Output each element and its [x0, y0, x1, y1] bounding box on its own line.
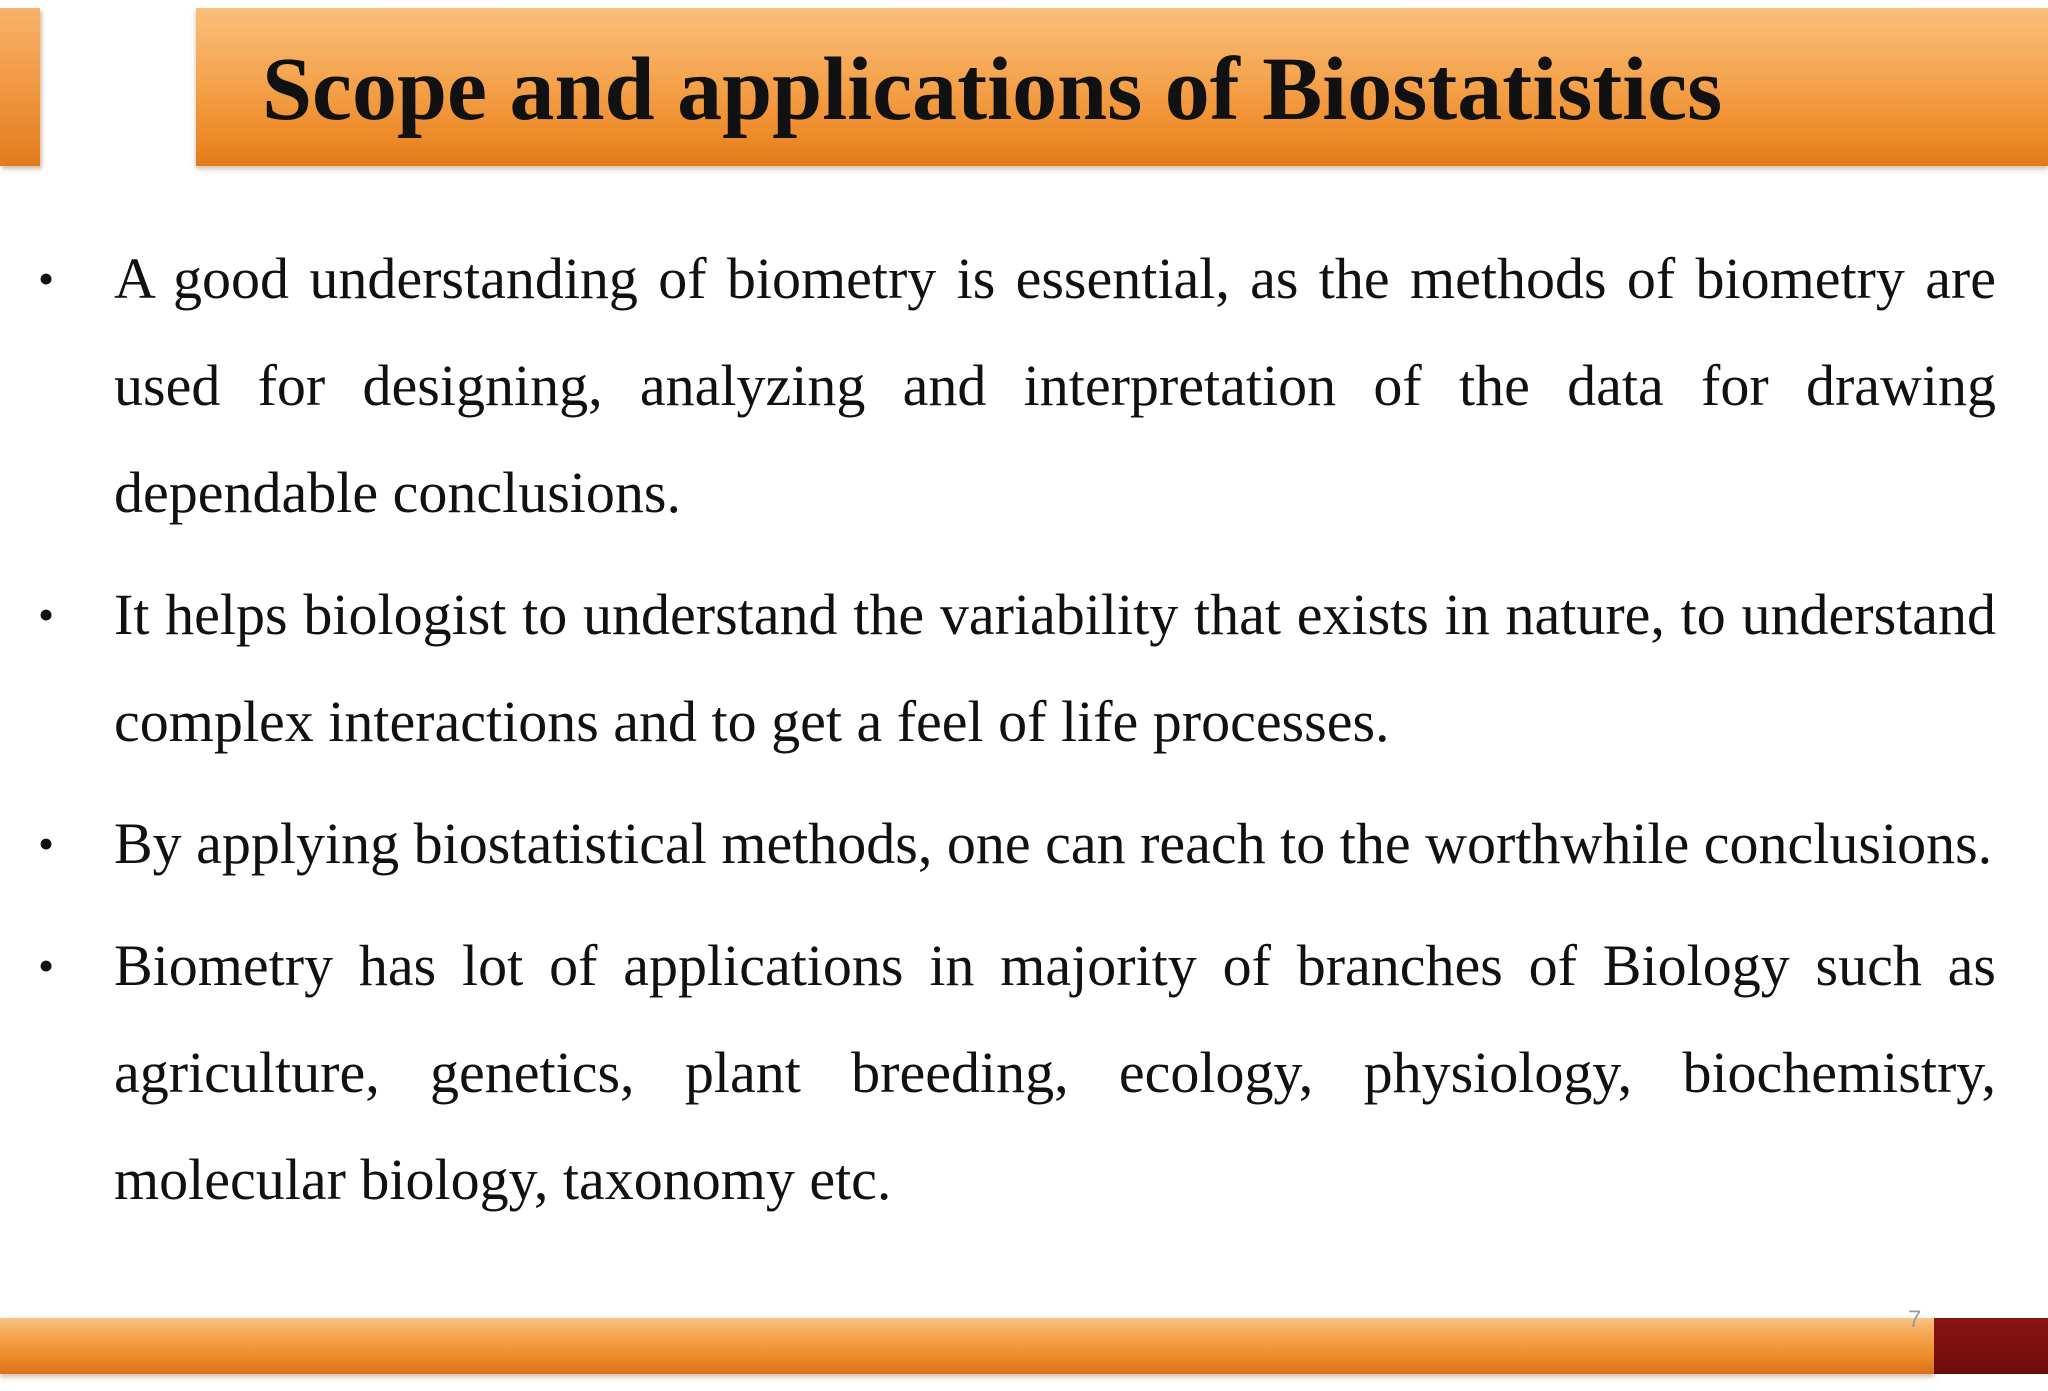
slide-title: Scope and applications of Biostatistics: [262, 40, 1723, 139]
bullet-text: Biometry has lot of applications in majority of branches of Biology such as agriculture, genetics, plant breeding, ecology, physiology, biochemistry, molecular biology, taxonomy etc.: [114, 933, 1996, 1212]
bullet-text: By applying biostatistical methods, one can reach to the worthwhile conclusions.: [114, 811, 1993, 876]
bullet-list: [38, 225, 1996, 1248]
bullet-icon: •: [38, 589, 55, 640]
footer-dark-block: [1934, 1318, 2048, 1374]
bullet-item: [38, 912, 1996, 1233]
bullet-icon: •: [38, 818, 55, 869]
footer-bar: [0, 1318, 1934, 1374]
bullet-item: [38, 561, 1996, 775]
bullet-text: It helps biologist to understand the variability that exists in nature, to understand complex interactions and to get a feel of life processes.: [114, 582, 1996, 754]
bullet-item: [38, 225, 1996, 546]
bullet-icon: •: [38, 940, 55, 991]
bullet-icon: •: [38, 253, 55, 304]
page-number: 7: [1908, 1306, 1922, 1333]
bullet-item: [38, 790, 1996, 897]
bullet-text: A good understanding of biometry is essential, as the methods of biometry are used for designing, analyzing and interpretation of the data for drawing dependable conclusions.: [114, 246, 1996, 525]
left-accent-bar: [0, 8, 40, 166]
